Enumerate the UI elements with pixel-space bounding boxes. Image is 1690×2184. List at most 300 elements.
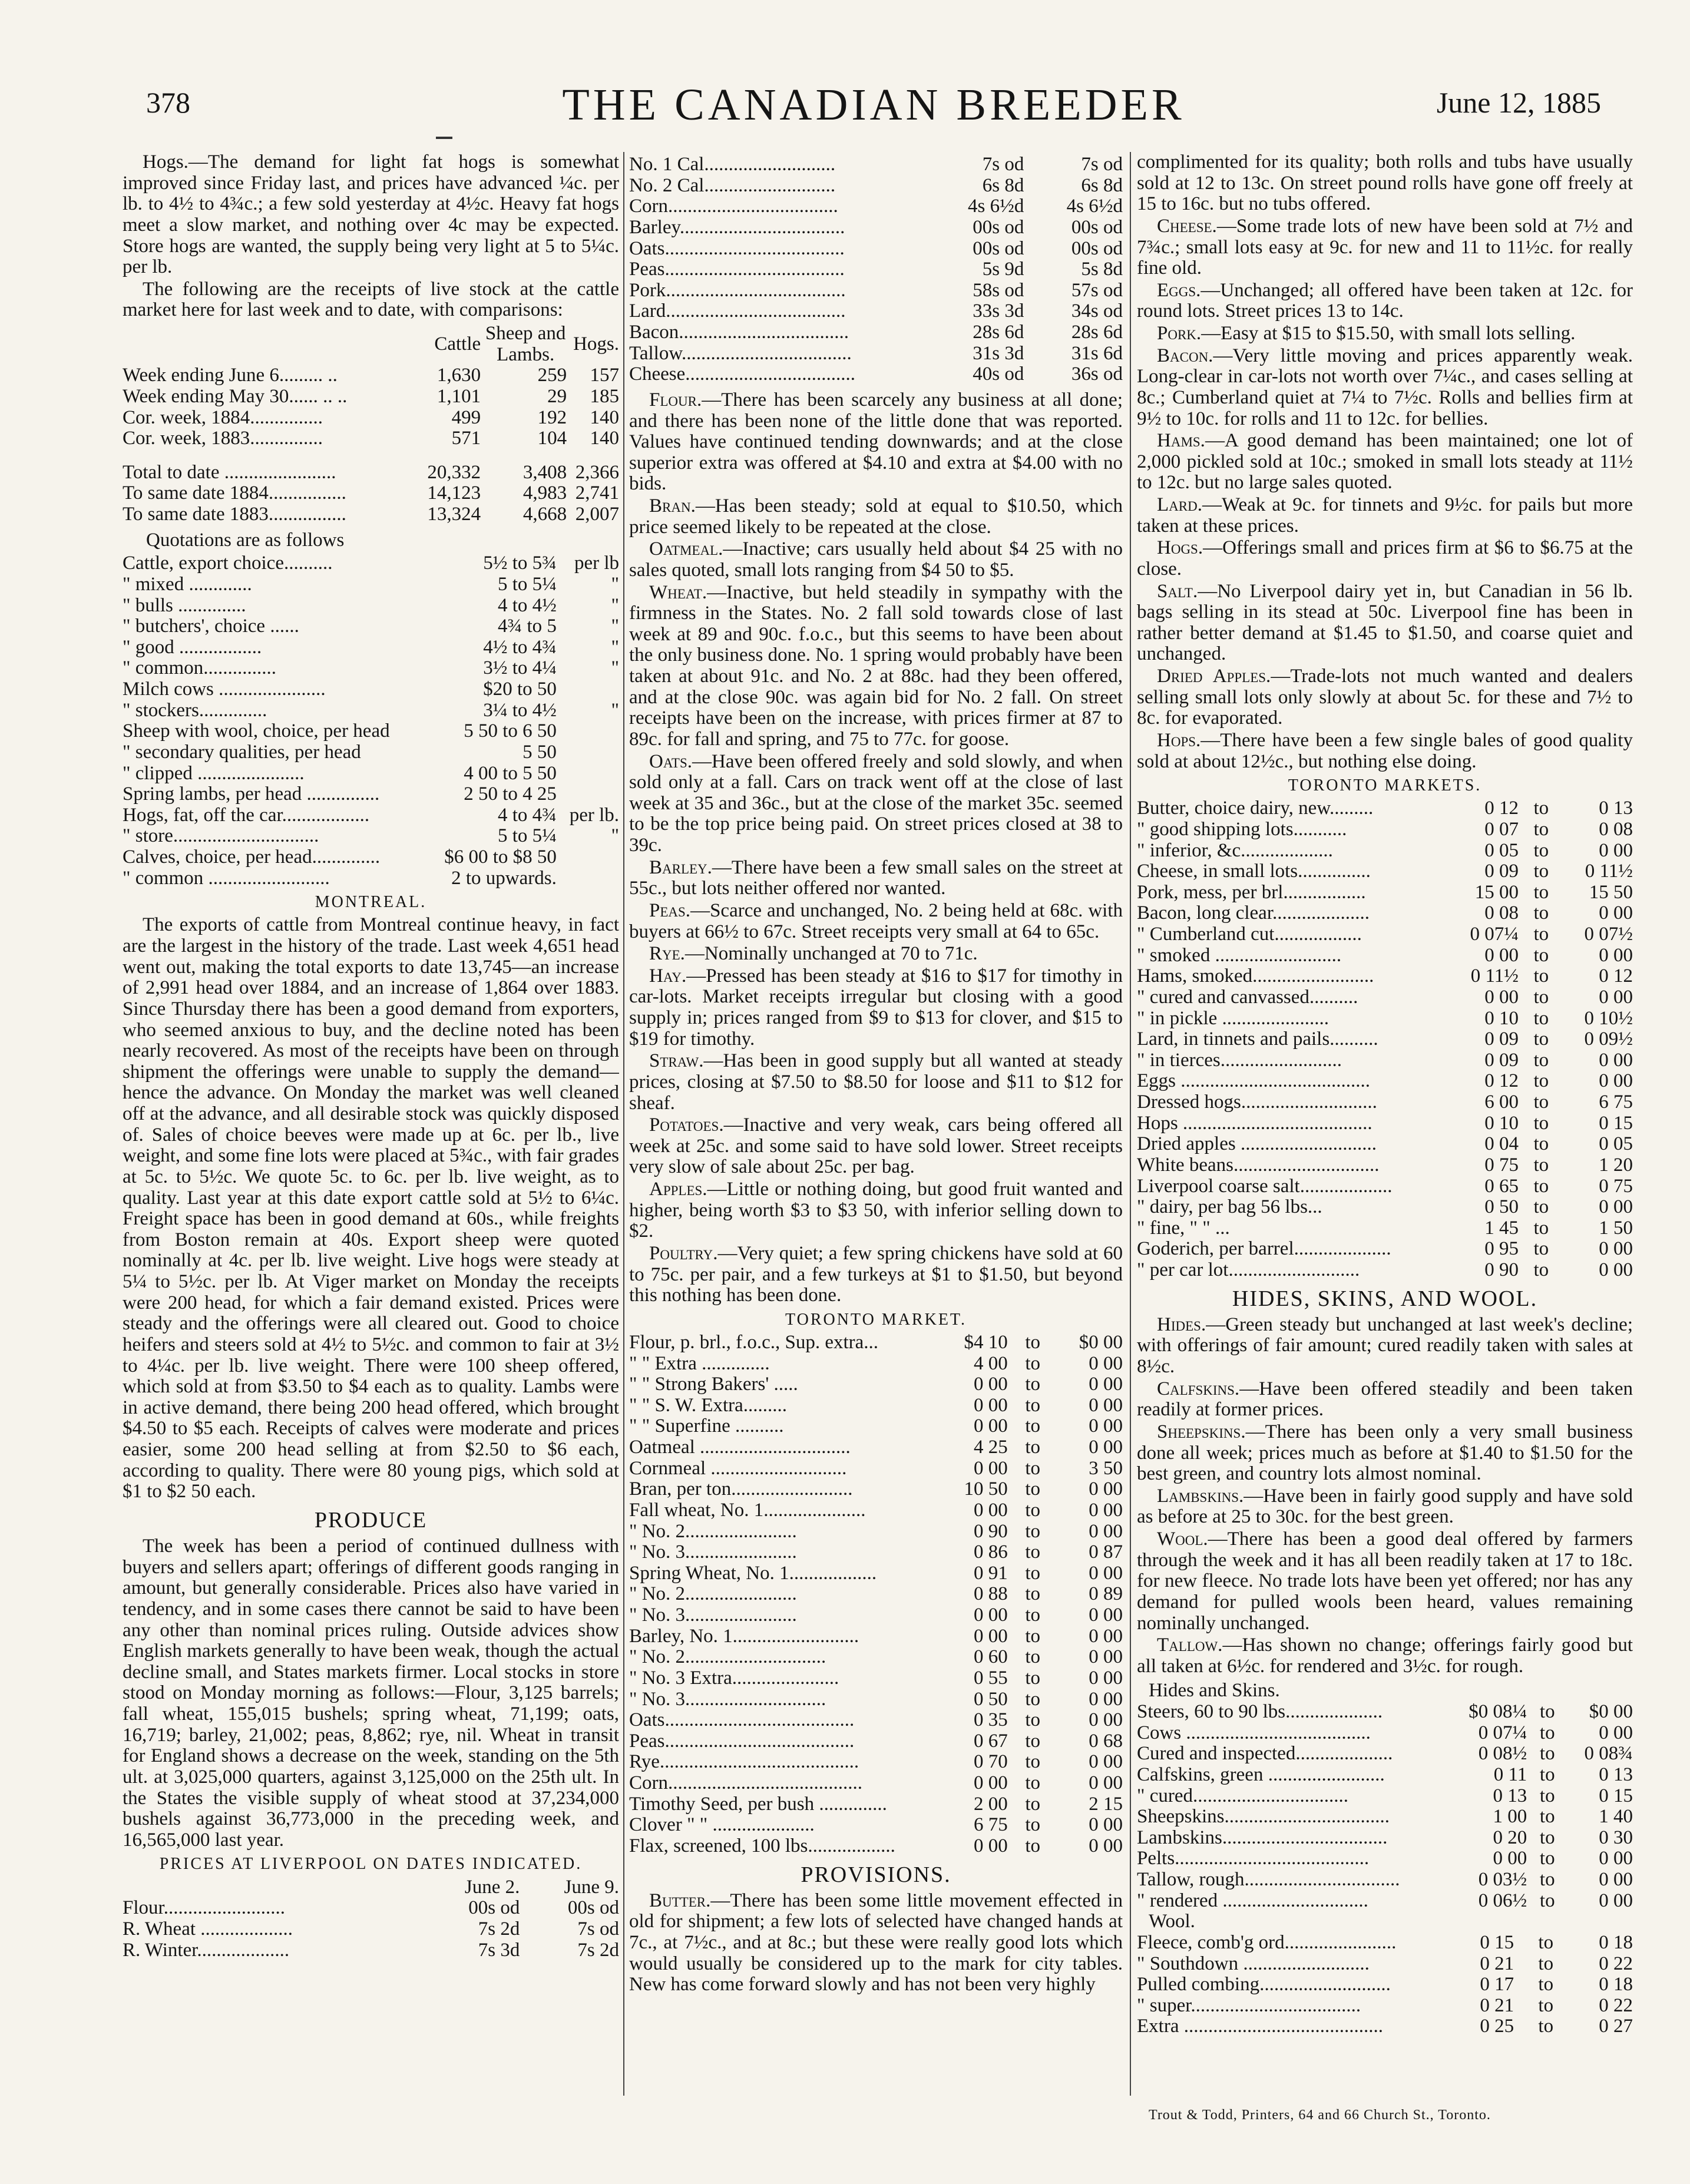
- row-label: " butchers', choice ......: [123, 616, 299, 637]
- para-text: —Weak at 9c. for tinnets and 9½c. for pails but more taken at these prices.: [1137, 494, 1633, 537]
- row-value: 6 00: [1484, 1091, 1519, 1113]
- row-label: " cured and canvassed..........: [1137, 986, 1358, 1008]
- wool-table: [1137, 1932, 1633, 2037]
- market-paragraph: [1137, 1529, 1633, 1634]
- table-row: [1137, 1723, 1633, 1744]
- table-row: [629, 301, 1123, 322]
- row-value: 0 55: [974, 1667, 1008, 1689]
- row-value: to: [1025, 1814, 1040, 1836]
- row-value: 0 20: [1493, 1826, 1527, 1848]
- table-row: [1137, 882, 1633, 904]
- row-value: 1 00: [1493, 1806, 1527, 1828]
- table-row: [1137, 987, 1633, 1008]
- row-value: 0 00: [1599, 902, 1633, 924]
- row-value: to: [1025, 1352, 1040, 1374]
- para-text: —Have been offered freely and sold slowly, and when sold only at a fall. Cars on track went off at the close of last week at 35 and 36c., but at the close of the market 35c. seemed to be the top price being paid. On street prices closed at 38 to 39c.: [629, 750, 1123, 856]
- para-lead: Straw.: [649, 1050, 704, 1072]
- para-text: —Trade-lots not much wanted and dealers selling small lots only slowly at about 5c. for these and 7½ to 8c. for evaporated.: [1137, 666, 1633, 729]
- row-label: Cured and inspected....................: [1137, 1743, 1393, 1765]
- row-label: Liverpool coarse salt...................: [1137, 1175, 1393, 1197]
- para-text: —Have been offered steadily and been taken readily at former prices.: [1137, 1378, 1633, 1421]
- table-row: [1137, 1029, 1633, 1050]
- row-value: to: [1533, 1007, 1549, 1029]
- row-value: 0 00: [1089, 1772, 1123, 1794]
- row-label: " No. 2.......................: [629, 1583, 797, 1605]
- row-value: to: [1538, 2016, 1554, 2037]
- para-lead: Wheat.: [649, 581, 707, 603]
- row-value: 0 00: [1599, 1070, 1633, 1092]
- row-label: Sheep with wool, choice, per head: [123, 720, 390, 742]
- para-text: —Easy at $15 to $15.50, with small lots selling.: [1201, 323, 1576, 344]
- row-value: 6 75: [1599, 1091, 1633, 1113]
- row-value: 4,668: [522, 504, 567, 525]
- row-value: 0 11½: [1585, 861, 1633, 882]
- para-lead: Hogs.: [1157, 537, 1203, 559]
- row-value: 0 10: [1484, 1112, 1519, 1134]
- para-lead: Oatmeal.: [649, 538, 723, 560]
- row-value: 10 50: [964, 1478, 1008, 1500]
- row-value: 2 50 to 4 25: [464, 783, 557, 805]
- market-paragraph: [1137, 1422, 1633, 1485]
- row-label: To same date 1884................: [123, 482, 346, 504]
- market-paragraph: [1137, 1315, 1633, 1378]
- row-value: 20,332: [427, 461, 481, 483]
- para-lead: Bran.: [649, 495, 696, 517]
- para-lead: Lard.: [1157, 494, 1202, 515]
- row-label: " good .................: [123, 636, 262, 658]
- row-value: to: [1533, 839, 1549, 861]
- row-label: Spring Wheat, No. 1..................: [629, 1562, 877, 1584]
- row-value: ": [611, 616, 619, 637]
- row-label: Dried apples ............................: [1137, 1133, 1377, 1155]
- table-row: [1137, 1092, 1633, 1113]
- para-lead: Eggs.: [1157, 279, 1201, 301]
- market-paragraph: [629, 583, 1123, 750]
- row-label: " No. 3.......................: [629, 1604, 797, 1626]
- row-value: 0 90: [1484, 1259, 1519, 1281]
- table-row: [1137, 1891, 1633, 1912]
- row-value: 28s 6d: [1071, 322, 1123, 343]
- row-label: " common .........................: [123, 867, 330, 889]
- row-value: 0 75: [1484, 1154, 1519, 1176]
- row-value: 499: [451, 406, 481, 428]
- row-label: Cor. week, 1883...............: [123, 428, 323, 449]
- para-text: —There has been some little movement effected in old for shipment; a few lots of selected have changed hands at 7c., at 7½c., and at 8c.; but these were really good lots which would usually be considered up to the mark for city tables. New has come forward slowly and has not been very highly: [629, 1890, 1123, 1996]
- para-text: —Inactive and very weak, cars being offered all week at 25c. and some said to have sold lower. Street receipts very slow of sale about 25c. per bag.: [629, 1114, 1123, 1178]
- row-value: 7s 2d: [478, 1918, 520, 1940]
- table-row: [629, 1731, 1123, 1752]
- table-row: [123, 721, 619, 742]
- row-value: 0 00: [974, 1835, 1008, 1857]
- row-value: 1,630: [436, 365, 481, 386]
- row-value: 29: [547, 385, 567, 407]
- row-value: 0 15: [1599, 1785, 1633, 1806]
- row-label: Week ending May 30...... .. ..: [123, 385, 348, 407]
- table-row: [1137, 1932, 1633, 1954]
- row-value: to: [1539, 1763, 1555, 1785]
- row-value: 34s od: [1071, 300, 1123, 322]
- para-text: —Inactive; cars usually held about $4 25 with no sales quoted, small lots ranging from $4 50 to $5.: [629, 538, 1123, 581]
- row-label: Sheepskins..................................: [1137, 1806, 1390, 1828]
- table-row: [123, 616, 619, 637]
- table-row: [1137, 903, 1633, 924]
- para-text: —There have been a few small sales on the street at 55c., but lots neither offered nor wanted.: [629, 856, 1123, 899]
- row-value: to: [1025, 1751, 1040, 1773]
- row-label: Pork.....................................: [629, 279, 846, 301]
- table-row: [629, 1668, 1123, 1689]
- row-label: " " Extra ..............: [629, 1352, 770, 1374]
- row-value: 0 00: [1599, 839, 1633, 861]
- row-value: 0 00: [1599, 1722, 1633, 1743]
- row-value: 0 87: [1089, 1541, 1123, 1563]
- row-value: 14,123: [427, 482, 481, 504]
- row-value: 0 00: [1599, 1049, 1633, 1071]
- row-value: 1 50: [1599, 1217, 1633, 1239]
- row-value: 0 07: [1484, 818, 1519, 840]
- row-value: $0 00: [1079, 1331, 1123, 1353]
- quotations-label: Quotations are as follows: [146, 529, 345, 551]
- row-label: Barley..................................: [629, 216, 845, 238]
- row-value: 00s od: [973, 216, 1024, 238]
- row-value: 0 27: [1599, 2016, 1633, 2037]
- para-text: —There has been only a very small business done all week; prices much as before at $1.40 to $1.50 for the best green, and country lots almost nominal.: [1137, 1421, 1633, 1485]
- butter-continued: complimented for its quality; both rolls and tubs have usually sold at 12 to 13c. On street pound rolls have gone off freely at 15 to 16c. but no tubs offered.: [1137, 152, 1633, 215]
- para-lead: Oats.: [649, 750, 692, 772]
- row-label: Pelts........................................: [1137, 1848, 1370, 1869]
- row-value: to: [1025, 1457, 1040, 1479]
- row-value: to: [1025, 1499, 1040, 1521]
- row-value: 2 to upwards.: [451, 867, 557, 889]
- row-value: ": [611, 573, 619, 595]
- table-row: [123, 462, 619, 484]
- row-label: " clipped ......................: [123, 762, 305, 784]
- para-lead: Tallow.: [1157, 1634, 1223, 1656]
- row-value: 0 88: [974, 1583, 1008, 1605]
- row-value: 31s 6d: [1071, 342, 1123, 364]
- row-label: Rye.........................................: [629, 1751, 859, 1773]
- row-value: 0 15: [1480, 1931, 1514, 1953]
- row-value: to: [1025, 1437, 1040, 1458]
- row-value: to: [1533, 818, 1549, 840]
- row-value: [557, 721, 619, 742]
- row-value: 0 35: [974, 1709, 1008, 1731]
- row-label: Bran, per ton.........................: [629, 1478, 853, 1500]
- row-value: 157: [590, 365, 619, 386]
- row-label: Clover " " .....................: [629, 1814, 815, 1836]
- row-value: 0 12: [1484, 1070, 1519, 1092]
- row-label: Lambskins..................................: [1137, 1826, 1388, 1848]
- row-label: R. Wheat ...................: [123, 1918, 293, 1940]
- row-value: to: [1538, 1974, 1554, 1996]
- row-value: 140: [590, 406, 619, 428]
- para-text: —There has been scarcely any business at all done; and there has been none of the little done that was reported. Values have continued tending downwards; and at the close superior extra was offered at $4.10 and extra at $4.00 with no bids.: [629, 389, 1123, 495]
- row-label: " in tierces.........................: [1137, 1049, 1342, 1071]
- row-value: 0 00: [974, 1772, 1008, 1794]
- row-value: 0 65: [1484, 1175, 1519, 1197]
- row-value: 0 06½: [1478, 1890, 1527, 1911]
- row-value: 0 00: [1599, 1869, 1633, 1891]
- table-row: [629, 1752, 1123, 1773]
- row-value: $4 10: [964, 1331, 1008, 1353]
- row-value: 0 00: [974, 1457, 1008, 1479]
- table-row: [1137, 2016, 1633, 2037]
- table-row: [123, 868, 619, 889]
- table-row: [1137, 1786, 1633, 1807]
- row-value: to: [1538, 1953, 1554, 1974]
- row-value: 0 00: [1089, 1562, 1123, 1584]
- table-row: [123, 700, 619, 722]
- row-value: 4 to 4¾: [497, 804, 557, 826]
- row-value: 0 07¼: [1470, 924, 1519, 945]
- row-label: Timothy Seed, per bush ..............: [629, 1793, 887, 1815]
- row-value: to: [1533, 1217, 1549, 1239]
- row-value: 0 00: [1599, 1848, 1633, 1869]
- row-value: 5 to 5¼: [497, 573, 557, 595]
- row-value: 0 00: [1484, 986, 1519, 1008]
- row-label: " in pickle ......................: [1137, 1007, 1329, 1029]
- butter-paragraph: [629, 1891, 1123, 1996]
- para-lead: Hams.: [1157, 430, 1205, 452]
- market-paragraph: [629, 1243, 1123, 1306]
- row-value: 6s 8d: [1081, 174, 1123, 196]
- row-value: to: [1025, 1583, 1040, 1605]
- section-heading: TORONTO MARKETS.: [1288, 776, 1482, 795]
- para-lead: Calfskins.: [1157, 1378, 1240, 1399]
- para-text: —Green steady but unchanged at last week's decline; with offerings of fair amount; cured readily taken with sales at 8½c.: [1137, 1313, 1633, 1378]
- row-value: 0 00: [1089, 1520, 1123, 1542]
- row-value: 0 00: [1089, 1751, 1123, 1773]
- market-paragraph: [629, 944, 1123, 965]
- row-value: 0 00: [1089, 1415, 1123, 1437]
- para-lead: Pork.: [1157, 323, 1202, 344]
- row-value: 31s 3d: [973, 342, 1024, 364]
- row-value: 15 00: [1474, 881, 1519, 903]
- subsection-heading: Wool.: [1149, 1911, 1195, 1932]
- table-row: [629, 1332, 1123, 1354]
- para-text: —There have been a few single bales of good quality sold at about 12½c., but nothing else doing.: [1137, 729, 1633, 772]
- para-lead: Apples.: [649, 1179, 707, 1200]
- row-value: 4¾ to 5: [497, 616, 557, 637]
- row-value: 0 00: [1599, 1196, 1633, 1218]
- row-value: 0 18: [1599, 1931, 1633, 1953]
- row-label: Extra .........................................: [1137, 2016, 1383, 2037]
- para-text: —Has shown no change; offerings fairly good but all taken at 6½c. for rendered and 3½c. for rough.: [1137, 1634, 1633, 1677]
- row-value: 0 00: [974, 1374, 1008, 1395]
- row-label: " rendered ..............................: [1137, 1890, 1368, 1911]
- row-value: to: [1533, 1133, 1549, 1155]
- section-heading: HIDES, SKINS, AND WOOL.: [1232, 1286, 1538, 1311]
- row-value: 4 to 4½: [497, 594, 557, 616]
- row-value: to: [1025, 1562, 1040, 1584]
- row-value: 0 00: [1599, 1890, 1633, 1911]
- row-label: Bacon, long clear....................: [1137, 902, 1370, 924]
- table-row: [629, 154, 1123, 176]
- row-label: " common...............: [123, 657, 276, 679]
- row-value: 0 60: [974, 1646, 1008, 1668]
- table-row: [1137, 798, 1633, 819]
- row-label: " fine, " " ...: [1137, 1217, 1230, 1239]
- col-header: Sheep and Lambs.: [485, 323, 566, 365]
- row-value: 7s od: [577, 1918, 619, 1940]
- row-value: 0 09½: [1584, 1028, 1633, 1050]
- receipts-table: [123, 323, 619, 525]
- hogs-paragraph: Hogs.—The demand for light fat hogs is somewhat improved since Friday last, and prices have advanced ¼c. per lb. to 4½ to 4¾c.; a few sold yesterday at 4½c. Heavy fat hogs meet a slow market, and nothing over 4c may be expected. Store hogs are wanted, the supply being very light at 5 to 5¼c. per lb.: [123, 152, 619, 278]
- para-text: —Pressed has been steady at $16 to $17 for timothy in car-lots. Market receipts irregular but closing with a good supply in; prices ranged from $9 to $13 for clover, and $15 to $19 for timothy.: [629, 965, 1123, 1050]
- table-row: [1137, 1239, 1633, 1260]
- row-label: Total to date .......................: [123, 461, 336, 483]
- row-value: to: [1533, 986, 1549, 1008]
- row-label: " inferior, &c...................: [1137, 839, 1333, 861]
- para-lead: Bacon.: [1157, 345, 1213, 366]
- table-row: [123, 742, 619, 763]
- row-value: 0 08: [1484, 902, 1519, 924]
- row-value: $20 to 50: [483, 679, 557, 700]
- row-value: ": [611, 657, 619, 679]
- row-value: $0 08¼: [1469, 1701, 1527, 1723]
- table-row: [629, 196, 1123, 217]
- row-value: 2 15: [1089, 1793, 1123, 1815]
- row-value: 0 10½: [1584, 1007, 1633, 1029]
- produce-paragraph: The week has been a period of continued dullness with buyers and sellers apart; offerings of different goods ranging in amount, but generally considerable. Prices also have varied in tendency, and in some cases there cannot be said to have been any other than nominal prices ruling. Outside advices show English markets generally to have been weak, though the actual decline small, and States markets firmer. Local stocks in store stood on Monday morning as follows:—Flour, 3,125 barrels; fall wheat, 155,015 bushels; spring wheat, 71,199; oats, 16,719; barley, 21,002; peas, 8,862; rye, nil. Wheat in transit for England shows a decrease on the week, standing on the 5th ult. at 3,025,000 quarters, against 3,125,000 on the 25th ult. In the States the visible supply of wheat stood at 37,234,000 bushels against 36,773,000 in the preceding week, and 16,565,000 last year.: [123, 1536, 619, 1851]
- row-label: " Cumberland cut..................: [1137, 924, 1362, 945]
- table-row: [629, 343, 1123, 365]
- row-value: 2,741: [575, 482, 619, 504]
- row-label: Week ending June 6......... ..: [123, 365, 338, 386]
- row-label: " mixed .............: [123, 573, 252, 595]
- row-value: ": [611, 636, 619, 658]
- row-value: 0 04: [1484, 1133, 1519, 1155]
- row-value: to: [1539, 1806, 1555, 1828]
- table-row: [629, 1584, 1123, 1605]
- market-paragraph: [1137, 730, 1633, 772]
- table-row: [629, 1542, 1123, 1563]
- row-value: to: [1025, 1772, 1040, 1794]
- row-value: to: [1539, 1701, 1555, 1723]
- para-lead: Hops.: [1157, 729, 1201, 751]
- row-value: to: [1025, 1541, 1040, 1563]
- row-value: 57s od: [1071, 279, 1123, 301]
- row-value: [557, 763, 619, 785]
- row-value: 4 25: [974, 1437, 1008, 1458]
- table-row: [629, 1395, 1123, 1417]
- row-value: 0 00: [974, 1415, 1008, 1437]
- hides-table: [1137, 1702, 1633, 1911]
- row-value: 1 40: [1599, 1806, 1633, 1828]
- market-paragraph: [1137, 1635, 1633, 1677]
- row-value: to: [1533, 1070, 1549, 1092]
- row-value: 0 18: [1599, 1974, 1633, 1996]
- table-row: [629, 1521, 1123, 1543]
- row-value: to: [1533, 1175, 1549, 1197]
- row-value: 0 00: [974, 1625, 1008, 1647]
- row-value: 0 13: [1599, 798, 1633, 819]
- table-row: [123, 679, 619, 700]
- table-row: [123, 386, 619, 408]
- market-paragraph: [629, 496, 1123, 538]
- row-value: to: [1533, 1259, 1549, 1281]
- row-label: Cheese, in small lots...............: [1137, 861, 1371, 882]
- row-label: Lard.....................................: [629, 300, 846, 322]
- table-row: [1137, 1071, 1633, 1092]
- row-value: 0 00: [1089, 1437, 1123, 1458]
- row-value: 0 00: [1599, 1259, 1633, 1281]
- row-label: Fall wheat, No. 1.....................: [629, 1499, 866, 1521]
- section-heading: MONTREAL.: [315, 893, 427, 912]
- table-row: [629, 1479, 1123, 1500]
- table-row: [629, 1458, 1123, 1480]
- para-lead: Sheepskins.: [1157, 1421, 1246, 1442]
- section-heading: PROVISIONS.: [801, 1862, 951, 1887]
- table-row: [123, 1940, 619, 1961]
- row-label: Hams, smoked.........................: [1137, 965, 1374, 987]
- row-value: to: [1538, 1931, 1554, 1953]
- row-value: 0 67: [974, 1730, 1008, 1752]
- table-row: [123, 763, 619, 785]
- row-label: " No. 2.............................: [629, 1646, 826, 1668]
- row-value: to: [1533, 1112, 1549, 1134]
- para-lead: Salt.: [1157, 580, 1198, 602]
- row-value: 104: [537, 428, 567, 449]
- row-value: 7s 2d: [577, 1939, 619, 1961]
- row-value: 0 90: [974, 1520, 1008, 1542]
- table-row: [123, 553, 619, 574]
- col-header: June 9.: [564, 1876, 619, 1898]
- row-value: 0 10: [1484, 1007, 1519, 1029]
- para-text: —Nominally unchanged at 70 to 71c.: [684, 943, 978, 965]
- row-value: 2,007: [575, 504, 619, 525]
- row-label: " per car lot...........................: [1137, 1259, 1360, 1281]
- para-text: —Some trade lots of new have been sold at 7½ and 7¾c.; small lots easy at 9c. for new and 11 to 11½c. for really fine old.: [1137, 215, 1633, 279]
- row-value: to: [1539, 1848, 1555, 1869]
- row-value: 0 03½: [1478, 1869, 1527, 1891]
- row-value: [557, 784, 619, 805]
- row-value: 0 12: [1484, 798, 1519, 819]
- row-label: Corn...................................: [629, 196, 838, 217]
- row-value: per lb.: [569, 804, 619, 826]
- row-value: 0 75: [1599, 1175, 1633, 1197]
- para-text: —Scarce and unchanged, No. 2 being held at 68c. with buyers at 66½ to 67c. Street receipts very small at 64 to 65c.: [629, 899, 1123, 942]
- table-row: [1137, 924, 1633, 945]
- table-row: [629, 1710, 1123, 1731]
- table-row: [629, 364, 1123, 385]
- table-row: [123, 658, 619, 679]
- para-text: —Has been in good supply but all wanted at steady prices, closing at $7.50 to $8.50 for loose and $11 to $12 for sheaf.: [629, 1050, 1123, 1114]
- row-value: 58s od: [973, 279, 1024, 301]
- row-value: to: [1539, 1722, 1555, 1743]
- row-value: to: [1533, 944, 1549, 966]
- table-row: [123, 847, 619, 868]
- row-value: 0 00: [1089, 1688, 1123, 1710]
- para-lead: Lambskins.: [1157, 1485, 1244, 1507]
- row-value: [557, 679, 619, 700]
- para-lead: Rye.: [649, 943, 685, 965]
- row-value: 3,408: [522, 461, 567, 483]
- row-value: 0 11½: [1470, 965, 1519, 987]
- column-2: [629, 152, 1123, 2102]
- row-value: 0 50: [974, 1688, 1008, 1710]
- row-value: 0 09: [1484, 1028, 1519, 1050]
- row-value: 0 00: [1089, 1709, 1123, 1731]
- row-value: 0 17: [1480, 1974, 1514, 1996]
- column-rule: [1130, 152, 1131, 2096]
- row-value: 3 50: [1089, 1457, 1123, 1479]
- para-lead: Poultry.: [649, 1242, 718, 1264]
- row-value: 1,101: [436, 385, 481, 407]
- row-value: 5 50: [522, 741, 557, 763]
- row-label: Tallow...................................: [629, 342, 852, 364]
- table-row: [629, 1773, 1123, 1794]
- row-label: Oatmeal ...............................: [629, 1437, 851, 1458]
